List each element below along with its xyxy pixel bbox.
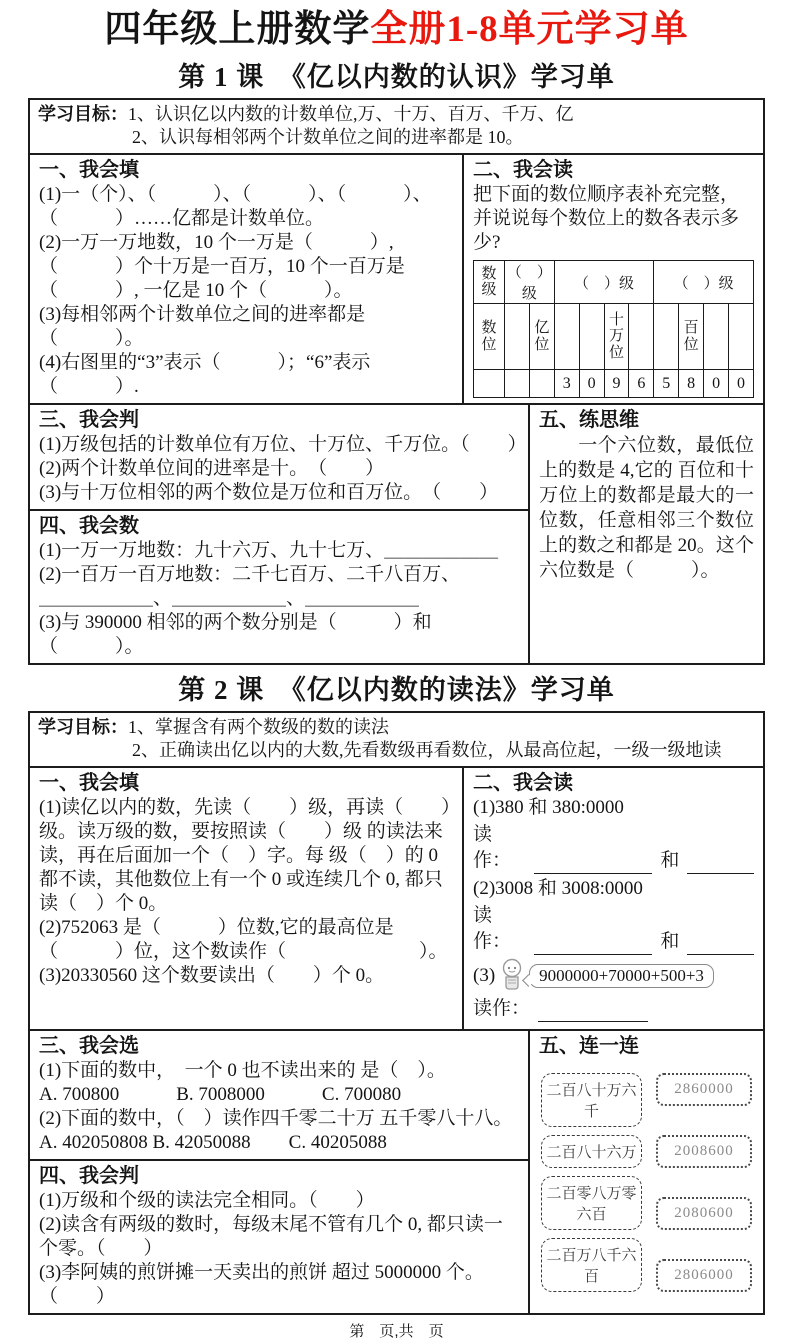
fill-item: (3)每相邻两个计数单位之间的进率都是（ ）。 xyxy=(39,304,366,350)
table-row-digits xyxy=(474,370,754,398)
lesson2-sheet xyxy=(28,711,765,1315)
position-cell: 亿位 xyxy=(529,304,554,370)
level-group-cell: （ ）级 xyxy=(654,261,754,304)
lesson2-heading: 第 2 课 《亿以内数的读法》学习单 xyxy=(178,675,615,706)
position-cell xyxy=(554,304,579,370)
fill-item: (3)20330560 这个数要读出（ ）个 0。 xyxy=(39,965,385,987)
read-question: (1)380 和 380:0000 xyxy=(473,797,624,819)
match-exercise xyxy=(539,1069,754,1296)
lesson2-left-stack xyxy=(30,1031,530,1313)
lesson1-judge-section xyxy=(30,405,528,511)
fill-item: (4)右图里的“3”表示（ ）；“6”表示（ ）. xyxy=(39,352,371,398)
count-item: (3)与 390000 相邻的两个数分别是（ ）和（ ）。 xyxy=(39,612,432,658)
digit-cell: 8 xyxy=(679,370,704,398)
choose-item: (2)下面的数中，（ ）读作四千零二十万 五千零八十八。 xyxy=(39,1108,513,1130)
read-answer-line xyxy=(473,822,754,874)
goal-text: 1、掌握含有两个数级的数的读法 xyxy=(128,717,389,738)
match-number-box: 2008600 xyxy=(656,1135,752,1168)
lesson1-goals xyxy=(30,100,763,155)
table-row-levels xyxy=(474,261,754,304)
position-row-label: 数位 xyxy=(474,304,505,370)
position-cell xyxy=(729,304,754,370)
count-item: ＿＿＿＿＿＿、＿＿＿＿＿＿、＿＿＿＿＿＿ xyxy=(39,588,420,610)
page-number-footer: 第 页,共 页 xyxy=(349,1323,444,1341)
lesson2-fill-section xyxy=(30,768,464,1029)
read-answer-line xyxy=(473,903,754,955)
level-group-cell: （ ）级 xyxy=(505,261,555,304)
section-title: 四、我会数 xyxy=(39,515,139,538)
lesson1-left-stack xyxy=(30,405,530,663)
read-intro: 把下面的数位顺序表补充完整，并说说每个数位上的数各表示多少? xyxy=(473,184,740,254)
digit-cell xyxy=(474,370,505,398)
goal-line xyxy=(38,716,755,739)
section-title: 一、我会填 xyxy=(39,772,139,795)
goal-line xyxy=(38,739,755,762)
match-word-box: 二百八十万六千 xyxy=(541,1073,642,1127)
goal-text: 1、认识亿以内数的计数单位,万、十万、百万、千万、亿 xyxy=(128,104,574,125)
section-title: 三、我会选 xyxy=(39,1035,139,1058)
section-title: 三、我会判 xyxy=(39,409,139,432)
position-cell xyxy=(654,304,679,370)
answer-blank xyxy=(687,935,754,955)
judge-item: (3)李阿姨的煎饼摊一天卖出的煎饼 超过 5000000 个。（ ） xyxy=(39,1262,484,1308)
position-cell: 十万位 xyxy=(604,304,629,370)
fill-item: (1)一（个）、（ ）、（ ）、（ ）、（ ）……亿都是计数单位。 xyxy=(39,184,432,230)
judge-item: (1)万级包括的计数单位有万位、十万位、千万位。（ ） xyxy=(39,434,527,456)
choose-options: A. 700800 B. 7008000 C. 700080 xyxy=(39,1084,402,1106)
fill-item: (2)752063 是（ ）位数,它的最高位是（ ）位，这个数读作（ ）。 xyxy=(39,917,448,963)
read-answer-line xyxy=(473,996,754,1022)
he-label: 和 xyxy=(660,931,680,953)
judge-item: (1)万级和个级的读法完全相同。（ ） xyxy=(39,1190,375,1212)
digit-cell: 0 xyxy=(704,370,729,398)
lesson1-read-section xyxy=(464,155,763,403)
lesson1-row-bottom xyxy=(30,403,763,663)
lesson1-row-top xyxy=(30,155,763,403)
position-cell xyxy=(629,304,654,370)
place-value-table xyxy=(473,260,754,398)
cartoon-child-icon xyxy=(499,958,525,994)
answer-blank xyxy=(687,854,754,874)
position-cell xyxy=(579,304,604,370)
judge-item: (2)两个计数单位间的进率是十。 （ ） xyxy=(39,458,385,480)
lesson1-count-section xyxy=(30,511,528,663)
fill-item: (1)读亿以内的数，先读（ ）级，再读（ ）级。读万级的数，要按照读（ ）级 的读法来读，再在后面加一个（ ）字。每 级（ ）的 0 都不读，其他数位上有一个 0 或连续几个 0, 都只读（ ）个 0。 xyxy=(39,797,451,915)
goals-label: 学习目标： xyxy=(38,717,128,738)
position-cell xyxy=(704,304,729,370)
goal-line xyxy=(38,103,755,126)
section-title: 二、我会读 xyxy=(473,772,573,795)
fill-item: (2)一万一万地数，10 个一万是（ ）,（ ）个十万是一百万，10 个一百万是（ ）, 一亿是 10 个（ ）。 xyxy=(39,232,405,302)
match-number-box: 2080600 xyxy=(656,1197,752,1230)
page-title-black: 四年级上册数学 xyxy=(104,9,371,50)
match-word-box: 二百万八千六百 xyxy=(541,1238,642,1292)
answer-blank xyxy=(534,935,653,955)
match-word-box: 二百零八万零六百 xyxy=(541,1176,642,1230)
level-row-label: 数级 xyxy=(474,261,505,304)
lesson1-think-section xyxy=(530,405,763,663)
count-item: (2)一百万一百万地数：二千七百万、二千八百万、 xyxy=(39,564,461,586)
page-title xyxy=(28,8,765,52)
bubble-expression: 9000000+70000+500+3 xyxy=(539,966,704,986)
match-words-column xyxy=(541,1069,642,1296)
digit-cell xyxy=(529,370,554,398)
digit-cell: 0 xyxy=(729,370,754,398)
digit-cell: 6 xyxy=(629,370,654,398)
section-title: 五、连一连 xyxy=(539,1035,639,1058)
section-title: 五、练思维 xyxy=(539,409,639,432)
lesson1-heading: 第 1 课 《亿以内数的认识》学习单 xyxy=(178,62,615,93)
choose-options: A. 402050808 B. 42050088 C. 40205088 xyxy=(39,1132,387,1154)
answer-blank xyxy=(534,854,653,874)
section-title: 二、我会读 xyxy=(473,159,573,182)
speech-bubble xyxy=(529,964,714,988)
digit-cell: 9 xyxy=(604,370,629,398)
duzuo-label: 读作： xyxy=(473,905,512,953)
section-title: 四、我会判 xyxy=(39,1165,139,1188)
read-question-3 xyxy=(473,958,754,994)
position-cell xyxy=(505,304,530,370)
judge-item: (3)与十万位相邻的两个数位是万位和百万位。 （ ） xyxy=(39,482,499,504)
lesson1-sheet xyxy=(28,98,765,665)
match-number-box: 2806000 xyxy=(656,1259,752,1292)
read-question: (2)3008 和 3008:0000 xyxy=(473,878,643,900)
duzuo-label: 读作： xyxy=(473,998,531,1020)
section-title: 一、我会填 xyxy=(39,159,139,182)
match-word-box: 二百八十六万 xyxy=(541,1135,642,1168)
think-body: 一个六位数，最低位上的数是 4,它的 百位和十万位上的数都是最大的一位数，任意相邻三个数位上的数之和都是 20。这个六位数是（ ）。 xyxy=(539,435,754,582)
lesson1-fill-section xyxy=(30,155,464,403)
level-group-cell: （ ）级 xyxy=(554,261,654,304)
lesson2-choose-section xyxy=(30,1031,528,1161)
lesson2-read-section xyxy=(464,768,763,1029)
match-numbers-column xyxy=(656,1069,752,1296)
goal-line xyxy=(38,126,755,149)
lesson2-row-top xyxy=(30,768,763,1029)
lesson2-row-bottom xyxy=(30,1029,763,1313)
answer-blank xyxy=(538,1002,648,1022)
goals-label: 学习目标： xyxy=(38,104,128,125)
judge-item: (2)读含有两级的数时，每级末尾不管有几个 0, 都只读一个零。（ ） xyxy=(39,1214,503,1260)
match-number-box: 2860000 xyxy=(656,1073,752,1106)
digit-cell: 5 xyxy=(654,370,679,398)
goal-text: 2、正确读出亿以内的大数,先看数级再看数位，从最高位起，一级一级地读 xyxy=(132,740,722,761)
count-item: (1)一万一万地数：九十六万、九十七万、＿＿＿＿＿＿ xyxy=(39,540,499,562)
he-label: 和 xyxy=(660,850,680,872)
table-row-positions xyxy=(474,304,754,370)
lesson2-judge-section xyxy=(30,1161,528,1313)
lesson2-match-section xyxy=(530,1031,763,1313)
page-title-red: 全册1-8单元学习单 xyxy=(370,9,689,50)
duzuo-label: 读作： xyxy=(473,824,512,872)
goal-text: 2、认识每相邻两个计数单位之间的进率都是 10。 xyxy=(132,127,524,148)
choose-item: (1)下面的数中， 一个 0 也不读出来的 是（ ）。 xyxy=(39,1060,446,1082)
lesson2-goals xyxy=(30,713,763,768)
question-number: (3) xyxy=(473,965,496,987)
digit-cell xyxy=(505,370,530,398)
digit-cell: 0 xyxy=(579,370,604,398)
position-cell: 百位 xyxy=(679,304,704,370)
digit-cell: 3 xyxy=(554,370,579,398)
